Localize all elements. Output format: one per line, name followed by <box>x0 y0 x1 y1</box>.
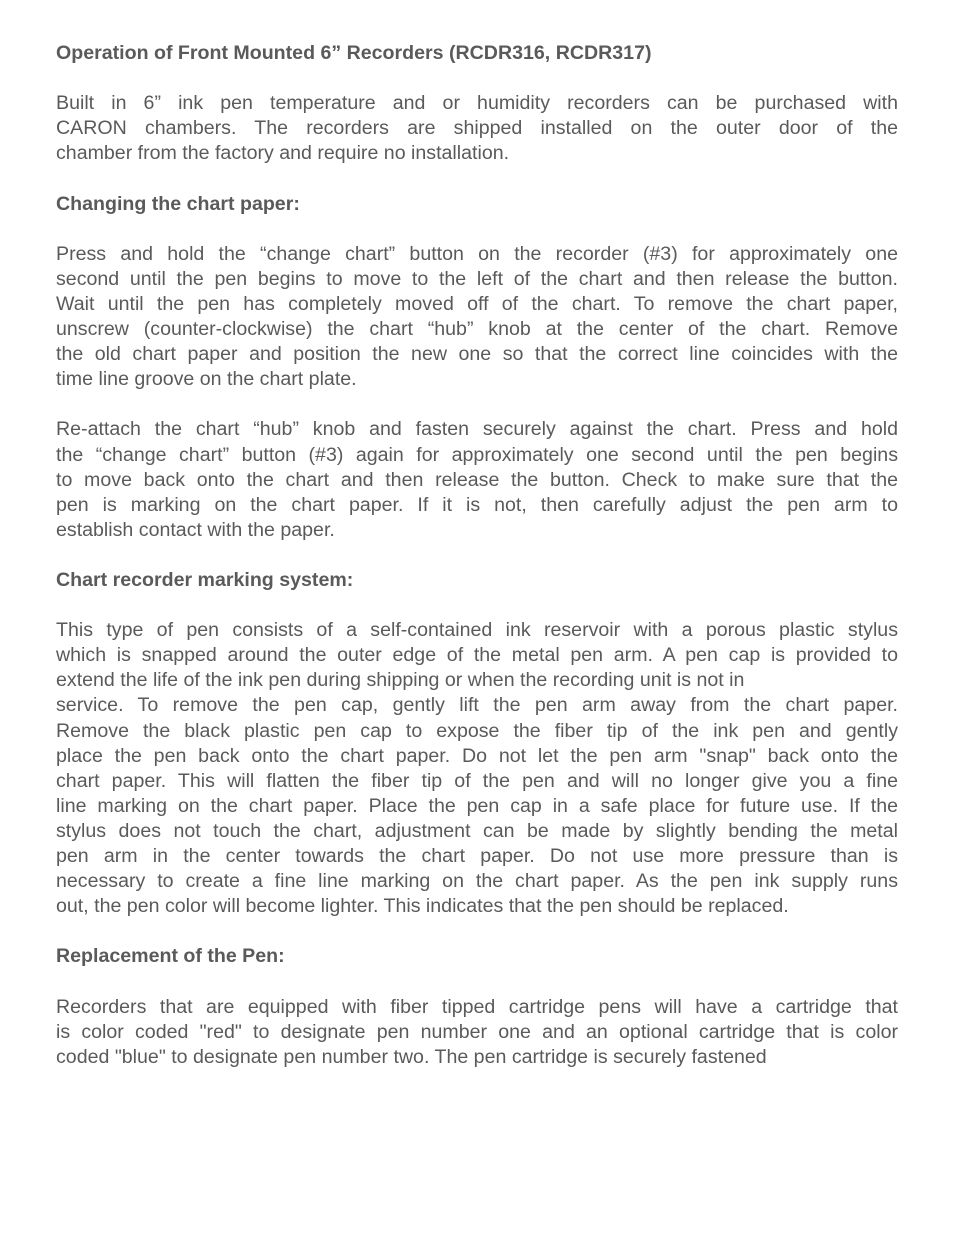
text-line: Wait until the pen has completely moved off of the chart. To remove the chart paper, <box>56 292 898 315</box>
text-line: Re-attach the chart “hub” knob and fasten securely against the chart. Press and hold <box>56 418 898 441</box>
section-heading-replacement: Replacement of the Pen: <box>56 945 285 968</box>
text-line: CARON chambers. The recorders are shipped installed on the outer door of the <box>56 117 898 140</box>
text-line: stylus does not touch the chart, adjustment can be made by slightly bending the metal <box>56 819 898 842</box>
text-line: service. To remove the pen cap, gently lift the pen arm away from the chart paper. <box>56 694 898 717</box>
section-heading-marking-system: Chart recorder marking system: <box>56 568 354 591</box>
marking-system-paragraph <box>56 618 898 919</box>
text-line: time line groove on the chart plate. <box>56 368 357 391</box>
document-page <box>56 41 898 1095</box>
text-line: is color coded "red" to designate pen number one and an optional cartridge that is color <box>56 1020 898 1043</box>
text-line: second until the pen begins to move to the left of the chart and then release the button. <box>56 267 898 290</box>
changing-chart-paragraph-1 <box>56 242 898 393</box>
text-line: Recorders that are equipped with fiber tipped cartridge pens will have a cartridge that <box>56 995 898 1018</box>
text-line: the old chart paper and position the new one so that the correct line coincides with the <box>56 343 898 366</box>
text-line: place the pen back onto the chart paper. Do not let the pen arm "snap" back onto the <box>56 744 898 767</box>
replacement-paragraph <box>56 995 898 1070</box>
text-line: which is snapped around the outer edge of the metal pen arm. A pen cap is provided to <box>56 644 898 667</box>
text-line: line marking on the chart paper. Place the pen cap in a safe place for future use. If the <box>56 794 898 817</box>
text-line: establish contact with the paper. <box>56 518 335 541</box>
text-line: to move back onto the chart and then release the button. Check to make sure that the <box>56 468 898 491</box>
text-line: pen is marking on the chart paper. If it is not, then carefully adjust the pen arm to <box>56 493 898 516</box>
text-line: necessary to create a fine line marking on the chart paper. As the pen ink supply runs <box>56 870 898 893</box>
intro-paragraph <box>56 91 898 166</box>
text-line: Press and hold the “change chart” button on the recorder (#3) for approximately one <box>56 242 898 265</box>
text-line: This type of pen consists of a self-contained ink reservoir with a porous plastic stylus <box>56 619 898 642</box>
text-line: out, the pen color will become lighter. This indicates that the pen should be replaced. <box>56 895 789 918</box>
text-line: Remove the black plastic pen cap to expose the fiber tip of the ink pen and gently <box>56 719 898 742</box>
changing-chart-paragraph-2 <box>56 417 898 542</box>
text-line: Built in 6” ink pen temperature and or humidity recorders can be purchased with <box>56 92 898 115</box>
section-heading-changing-chart: Changing the chart paper: <box>56 192 300 215</box>
text-line: chart paper. This will flatten the fiber tip of the pen and will no longer give you a fine <box>56 769 898 792</box>
page-title: Operation of Front Mounted 6” Recorders (RCDR316, RCDR317) <box>56 42 652 64</box>
text-line: unscrew (counter-clockwise) the chart “hub” knob at the center of the chart. Remove <box>56 318 898 341</box>
text-line: the “change chart” button (#3) again for approximately one second until the pen begins <box>56 443 898 466</box>
text-line: chamber from the factory and require no installation. <box>56 142 510 165</box>
text-line: extend the life of the ink pen during shipping or when the recording unit is not in <box>56 669 745 692</box>
text-line: coded "blue" to designate pen number two. The pen cartridge is securely fastened <box>56 1045 767 1068</box>
text-line: pen arm in the center towards the chart paper. Do not use more pressure than is <box>56 845 898 867</box>
